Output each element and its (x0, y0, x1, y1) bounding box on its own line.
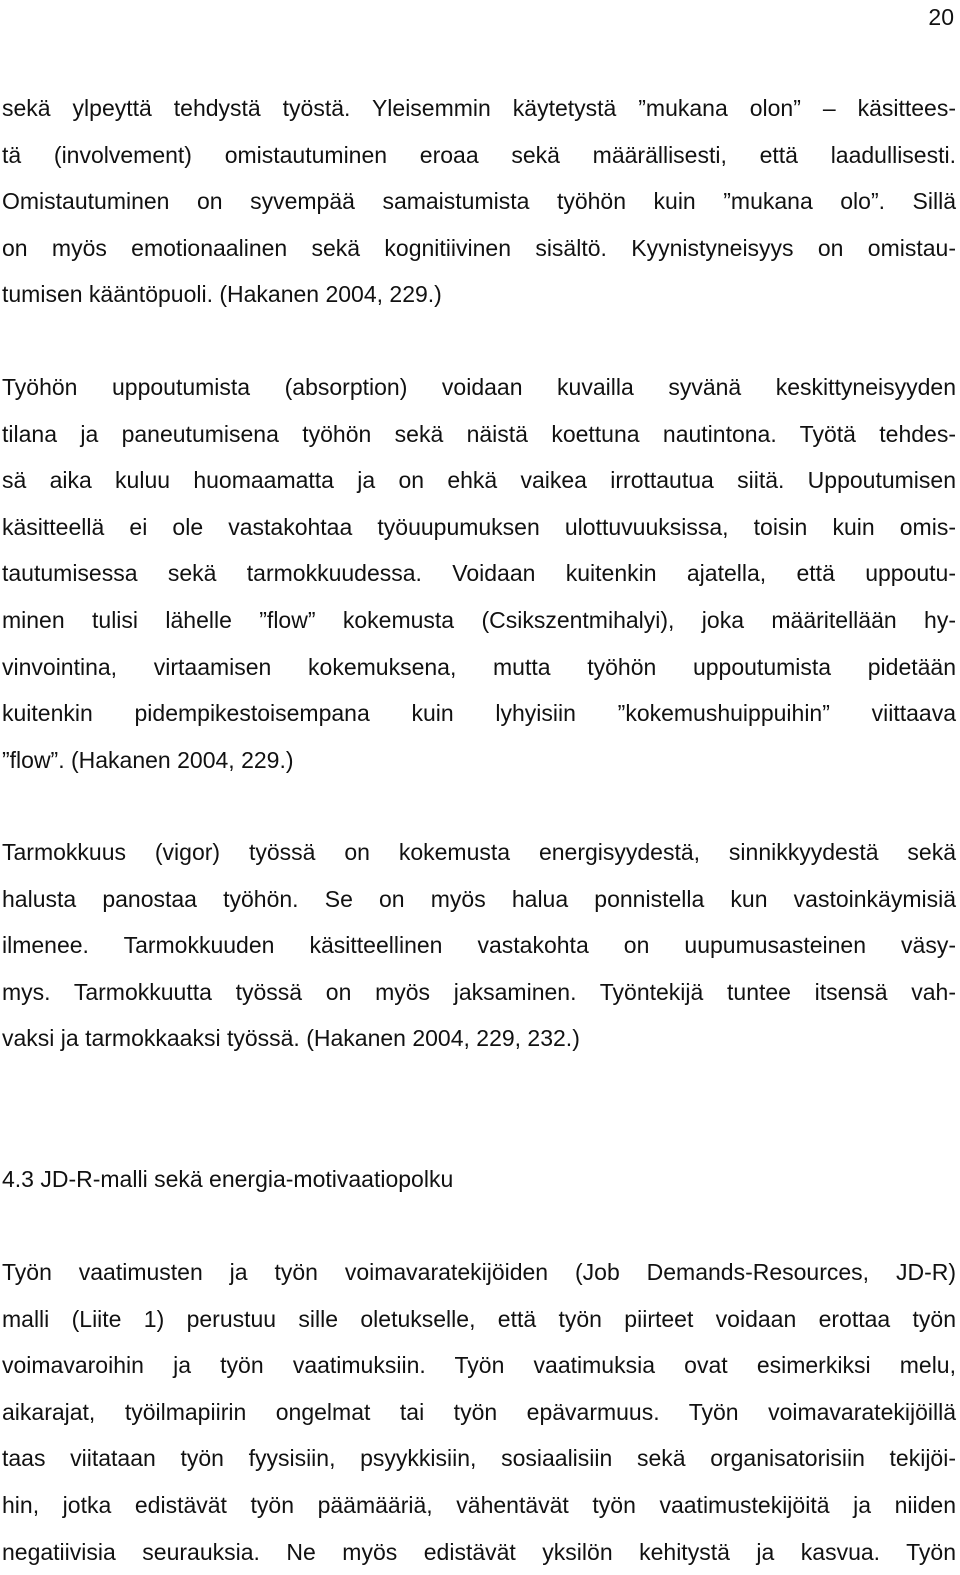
text-line: ”flow”. (Hakanen 2004, 229.) (2, 746, 294, 773)
text-line: mys. Tarmokkuutta työssä on myös jaksaminen. Työntekijä tuntee itsensä vah- (2, 978, 956, 1005)
text-line: ilmenee. Tarmokkuuden käsitteellinen vastakohta on uupumusasteinen väsy- (2, 932, 956, 959)
paragraph-omistautuminen (2, 85, 956, 318)
text-line: tumisen kääntöpuoli. (Hakanen 2004, 229.) (2, 281, 442, 308)
text-line: tilana ja paneutumisena työhön sekä näistä koettuna nautintona. Työtä tehdes- (2, 420, 956, 447)
text-line: Työn vaatimusten ja työn voimavaratekijöiden (Job Demands-Resources, JD-R) (2, 1259, 956, 1285)
text-line: hin, jotka edistävät työn päämääriä, vähentävät työn vaatimustekijöitä ja niiden (2, 1491, 956, 1518)
paragraph-uppoutuminen (2, 364, 956, 783)
text-line: Omistautuminen on syvempää samaistumista työhön kuin ”mukana olo”. Sillä (2, 188, 956, 215)
paragraph-jdr-malli (2, 1249, 956, 1575)
text-line: halusta panostaa työhön. Se on myös halua ponnistella kun vastoinkäymisiä (2, 885, 956, 912)
text-line: Tarmokkuus (vigor) työssä on kokemusta energisyydestä, sinnikkyydestä sekä (2, 839, 956, 865)
page-number: 20 (928, 4, 954, 30)
text-line: malli (Liite 1) perustuu sille oletukselle, että työn piirteet voidaan erottaa työn (2, 1305, 956, 1332)
text-line: negatiivisia seurauksia. Ne myös edistävät yksilön kehitystä ja kasvua. Työn (2, 1538, 956, 1565)
text-line: Työhön uppoutumista (absorption) voidaan kuvailla syvänä keskittyneisyyden (2, 374, 956, 400)
text-line: aikarajat, työilmapiirin ongelmat tai työn epävarmuus. Työn voimavaratekijöillä (2, 1398, 956, 1425)
text-line: taas viitataan työn fyysisiin, psyykkisiin, sosiaalisiin sekä organisatorisiin tekijöi- (2, 1445, 956, 1472)
text-line: tä (involvement) omistautuminen eroaa sekä määrällisesti, että laadullisesti. (2, 141, 956, 168)
section-heading: 4.3 JD-R-malli sekä energia-motivaatiopolku (2, 1166, 454, 1192)
text-line: vaksi ja tarmokkaaksi työssä. (Hakanen 2004, 229, 232.) (2, 1025, 580, 1052)
text-line: kuitenkin pidempikestoisempana kuin lyhyisiin ”kokemushuippuihin” viittaava (2, 700, 956, 727)
text-line: vinvointina, virtaamisen kokemuksena, mutta työhön uppoutumista pidetään (2, 653, 956, 680)
text-line: tautumisessa sekä tarmokkuudessa. Voidaan kuitenkin ajatella, että uppoutu- (2, 560, 956, 587)
paragraph-tarmokkuus (2, 829, 956, 1062)
text-line: sä aika kuluu huomaamatta ja on ehkä vaikea irrottautua siitä. Uppoutumisen (2, 467, 956, 494)
text-line: voimavaroihin ja työn vaatimuksiin. Työn vaatimuksia ovat esimerkiksi melu, (2, 1352, 956, 1379)
text-line: minen tulisi lähelle ”flow” kokemusta (Csikszentmihalyi), joka määritellään hy- (2, 606, 956, 633)
text-line: käsitteellä ei ole vastakohtaa työuupumuksen ulottuvuuksissa, toisin kuin omis- (2, 513, 956, 540)
text-line: on myös emotionaalinen sekä kognitiivinen sisältö. Kyynistyneisyys on omistau- (2, 234, 956, 261)
text-line: sekä ylpeyttä tehdystä työstä. Yleisemmin käytetystä ”mukana olon” – käsittees- (2, 95, 956, 121)
